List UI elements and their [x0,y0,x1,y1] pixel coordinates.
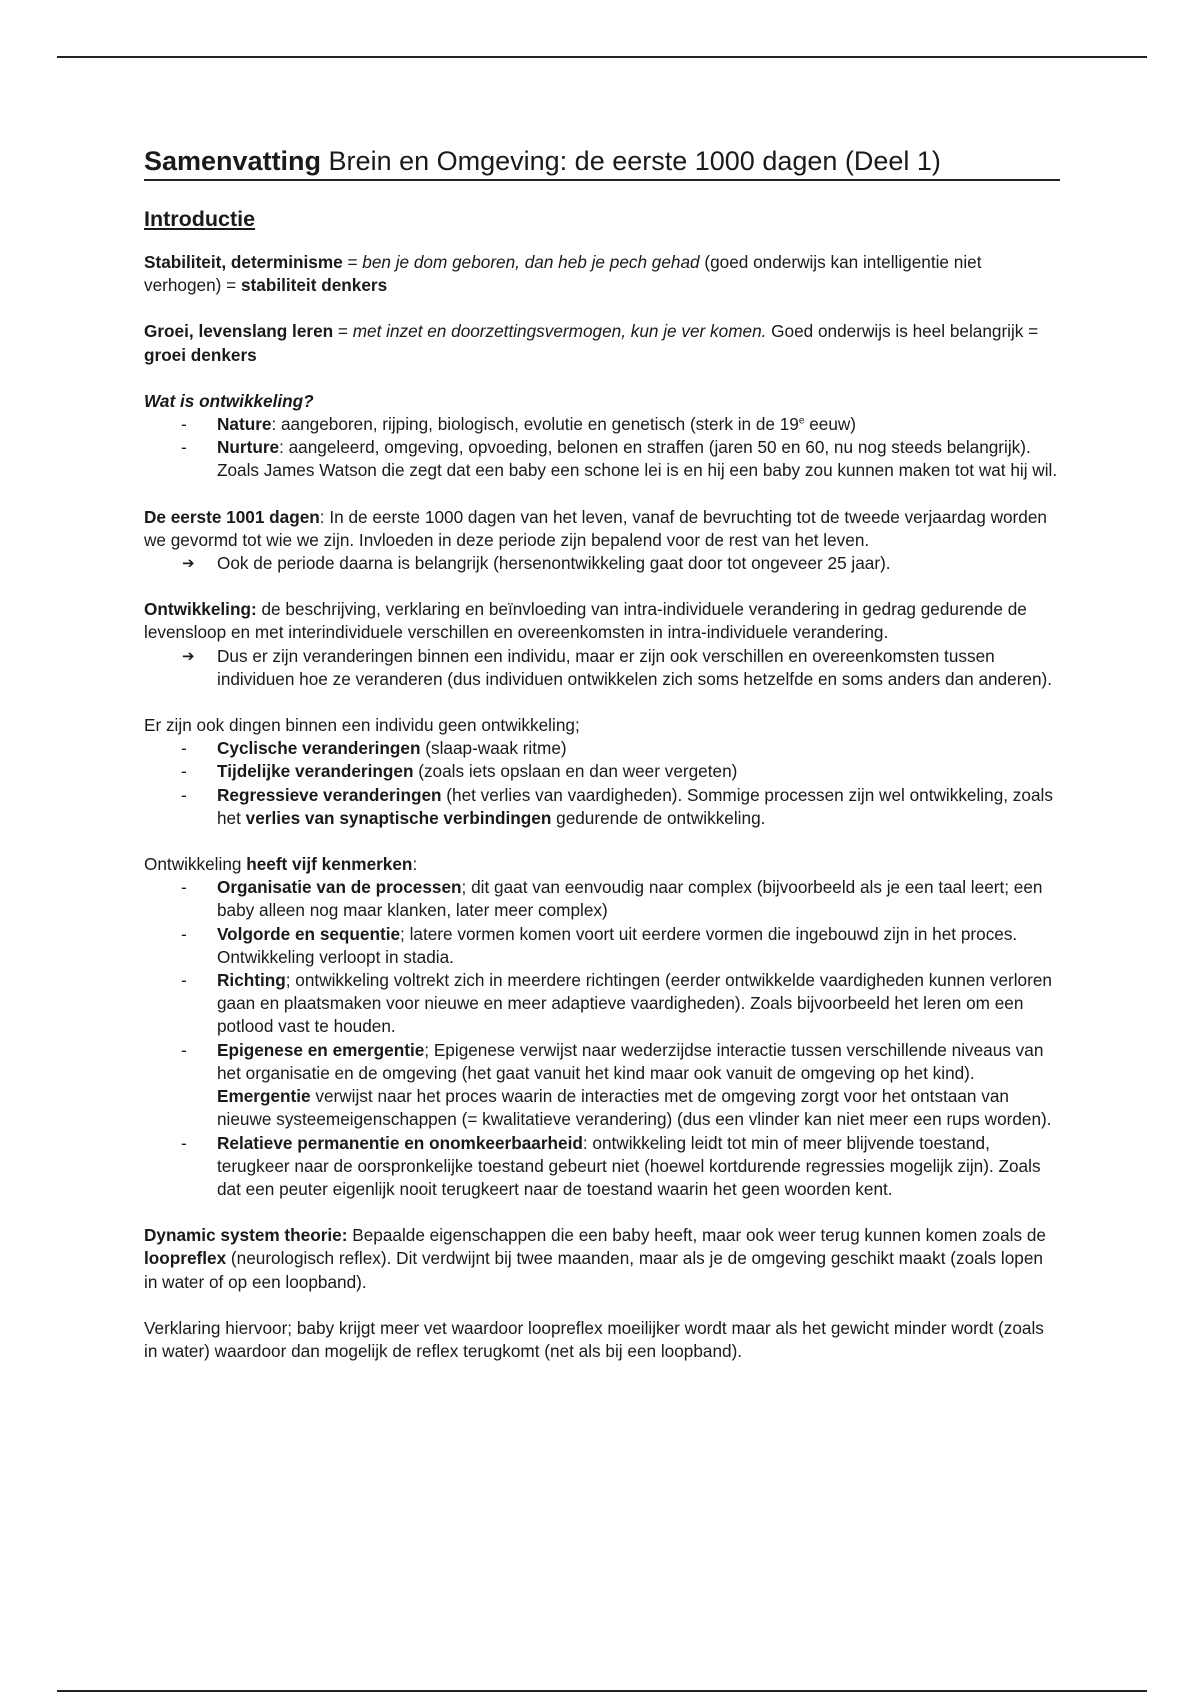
paragraph-verklaring: Verklaring hiervoor; baby krijgt meer vet waardoor loopreflex moeilijker wordt maar als het gewicht minder wordt (zoals in water) waardoor dan mogelijk de reflex terugkomt (net als bij een loopband). [144,1317,1044,1361]
dash-bullet: - [181,970,187,991]
text: verwijst naar het proces waarin de interacties met de omgeving zorgt voor het ontstaan van nieuwe systeemeigenschappen (= kwalitatieve verandering) (dus een vlinder kan niet meer een rups worden). [217,1086,1052,1130]
arrow-right-icon: ➔ [182,647,195,665]
dash-bullet: - [181,761,187,782]
dash-bullet: - [181,1132,187,1153]
title-bold: Samenvatting [144,146,322,176]
term: Ontwikkeling: [144,599,257,620]
text: = [333,321,353,342]
dash-bullet: - [181,1039,187,1060]
text: (zoals iets opslaan en dan weer vergeten) [413,761,738,782]
list-nature-nurture [144,413,1060,483]
paragraph-vijf-kenmerken [144,853,1060,876]
term: De eerste 1001 dagen [144,506,320,527]
dash-bullet: - [181,738,187,759]
text: = [342,252,363,272]
arrow-right-icon: ➔ [182,555,195,573]
term: Relatieve permanentie en onomkeerbaarheid [217,1132,583,1153]
text: ; Epigenese verwijst naar wederzijdse interactie tussen verschillende niveaus van het organisatie en de omgeving (het gaat vanuit het kind maar ook vanuit de omgeving op het kind). [217,1039,1044,1083]
text: ; dit gaat van eenvoudig naar complex (bijvoorbeeld als je een taal leert; een baby alleen nog maar klanken, later meer complex) [217,877,1043,921]
text: : aangeleerd, omgeving, opvoeding, belonen en straffen (jaren 50 en 60, nu nog steeds belangrijk). Zoals James Watson die zegt dat een baby een schone lei is en hij een baby zou kunnen maken tot wat hij wil. [217,437,1058,481]
term: Dynamic system theorie: [144,1225,348,1246]
paragraph-dynamic-system-theorie [144,1224,1060,1294]
document-body [144,144,1060,1386]
document-title [144,144,1060,181]
list-item [144,923,1060,969]
term-groei: Groei, levenslang leren [144,321,334,342]
bottom-rule [57,1690,1147,1692]
list-item [144,436,1060,482]
term: Volgorde en sequentie [217,923,401,944]
quote: ben je dom geboren, dan heb je pech gehad [362,252,700,272]
text: (slaap-waak ritme) [420,738,567,759]
paragraph-eerste-1001-dagen [144,506,1060,552]
text: eeuw) [804,414,857,435]
text: ; latere vormen komen voort uit eerdere vormen die ingebouwd zijn in het proces. Ontwikkeling verloopt in stadia. [217,923,1018,967]
list-item [144,413,1060,436]
text: : In de eerste 1000 dagen van het leven, vanaf de bevruchting tot de tweede verjaardag worden we gevormd tot wie we zijn. Invloeden in deze periode zijn bepalend voor de rest van het leven. [144,506,1047,550]
term: Nurture [217,437,280,458]
term: Nature [217,414,272,435]
title-rest: Brein en Omgeving: de eerste 1000 dagen (Deel 1) [321,146,941,176]
paragraph-geen-ontwikkeling: Er zijn ook dingen binnen een individu geen ontwikkeling; [144,715,580,736]
dash-bullet: - [181,784,187,805]
list-item [144,1039,1060,1132]
list-item [144,760,1060,783]
term: verlies van synaptische verbindingen [245,807,552,828]
dash-bullet: - [181,414,187,435]
term: Tijdelijke veranderingen [217,761,414,782]
text: Ontwikkeling [144,854,247,875]
text: gedurende de ontwikkeling. [551,807,766,828]
paragraph-stabiliteit [144,251,1060,297]
term: Regressieve veranderingen [217,784,442,805]
term-groei-denkers: groei denkers [144,344,257,365]
arrow-item [144,645,1060,691]
dash-bullet: - [181,923,187,944]
term: Cyclische veranderingen [217,738,421,759]
term: Emergentie [217,1086,311,1107]
arrow-list [144,645,1060,691]
text: de beschrijving, verklaring en beïnvloeding van intra-individuele verandering in gedrag gedurende de levensloop en met interindividuele verschillen en overeenkomsten in intra-individuele verandering. [144,599,1027,643]
arrow-item [144,552,1060,575]
list-item [144,1132,1060,1202]
section-heading-introductie: Introductie [144,207,256,231]
superscript: e [798,415,805,427]
subheading-wat-is-ontwikkeling: Wat is ontwikkeling? [144,390,314,411]
top-rule [57,56,1147,58]
list-geen-ontwikkeling [144,737,1060,830]
text: Ook de periode daarna is belangrijk (hersenontwikkeling gaat door tot ongeveer 25 jaar). [217,553,891,574]
text: (neurologisch reflex). Dit verdwijnt bij twee maanden, maar als je de omgeving geschikt maakt (zoals lopen in water of op een loopband). [144,1248,1043,1292]
text: Dus er zijn veranderingen binnen een individu, maar er zijn ook verschillen en overeenkomsten tussen individuen hoe ze veranderen (dus individuen ontwikkelen zich soms hetzelfde en soms anders dan anderen). [217,645,1053,689]
text: : aangeboren, rijping, biologisch, evolutie en genetisch (sterk in de 19 [271,414,799,435]
list-item [144,969,1060,1039]
term-stabiliteit-denkers: stabiliteit denkers [240,275,388,296]
paragraph-ontwikkeling-definitie [144,598,1060,644]
text: : [412,854,418,875]
list-item [144,784,1060,830]
term: loopreflex [144,1248,227,1269]
quote: met inzet en doorzettingsvermogen, kun je ver komen. [352,321,767,342]
arrow-list [144,552,1060,575]
dash-bullet: - [181,437,187,458]
list-vijf-kenmerken [144,876,1060,1201]
text: Bepaalde eigenschappen die een baby heeft, maar ook weer terug kunnen komen zoals de [347,1225,1046,1246]
text: (het verlies van vaardigheden). Sommige processen zijn wel ontwikkeling, zoals het [217,784,1053,828]
term: Epigenese en emergentie [217,1039,425,1060]
term-stabiliteit: Stabiliteit, determinisme [144,252,343,272]
list-item [144,737,1060,760]
paragraph-groei [144,320,1060,366]
text: ; ontwikkeling voltrekt zich in meerdere richtingen (eerder ontwikkelde vaardigheden kunnen verloren gaan en plaatsmaken voor nieuwe en meer adaptieve vaardigheden). Zoals bijvoorbeeld het leren om een potlood vast te houden. [217,970,1052,1037]
term: Richting [217,970,286,991]
text: Goed onderwijs is heel belangrijk = [766,321,1039,342]
text: : ontwikkeling leidt tot min of meer blijvende toestand, terugkeer naar de oorspronkelijke toestand gebeurt niet (hoewel kortdurende regressies mogelijk zijn). Zoals dat een peuter eigenlijk nooit terugkeert naar de toestand waarin het geen woorden kent. [217,1132,1041,1199]
term: Organisatie van de processen [217,877,462,898]
dash-bullet: - [181,877,187,898]
text: (goed onderwijs kan intelligentie niet verhogen) = [144,252,982,296]
list-item [144,876,1060,922]
term: heeft vijf kenmerken [246,854,413,875]
